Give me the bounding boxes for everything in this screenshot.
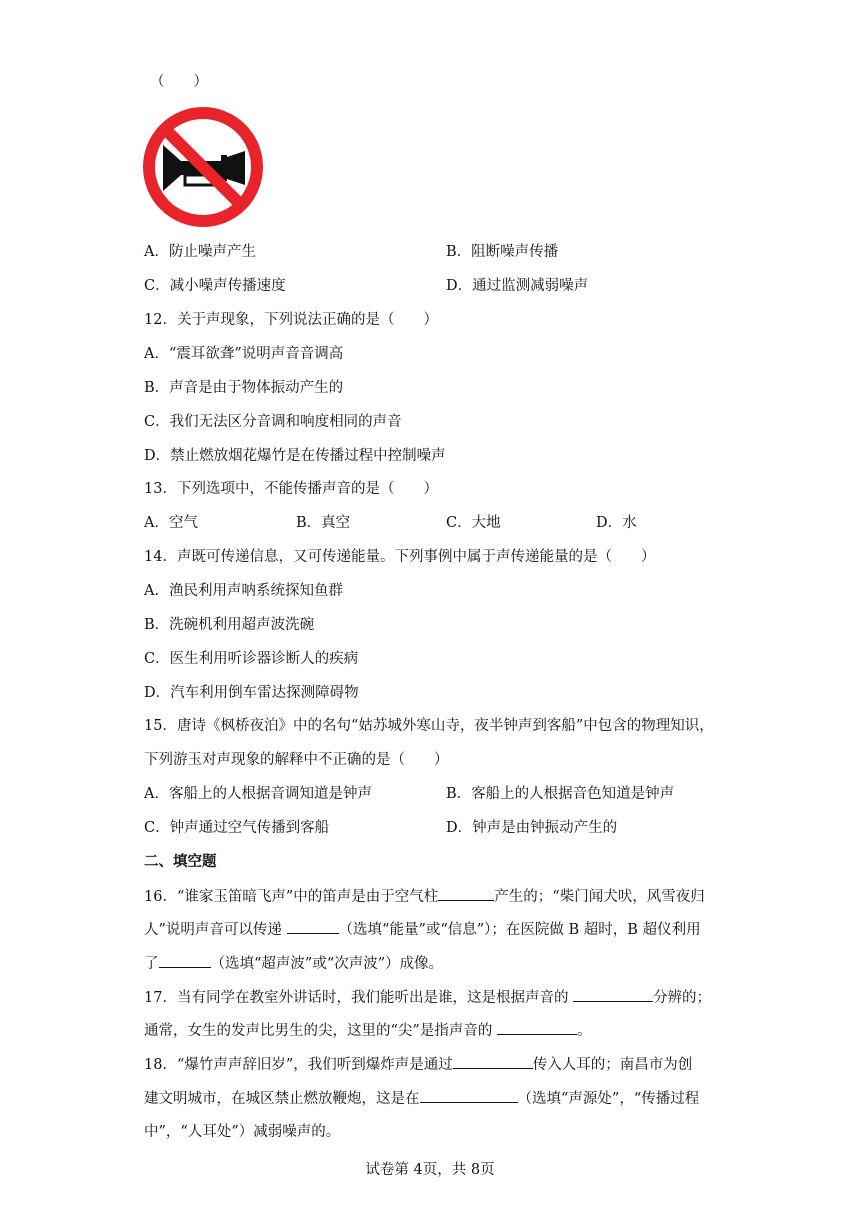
q16-text: （选填“能量”或“信息”）；在医院做 B 超时，B 超仪利用 bbox=[338, 922, 701, 938]
answer-blank[interactable] bbox=[420, 1088, 518, 1103]
q12-option-d: D．禁止燃放烟花爆竹是在传播过程中控制噪声 bbox=[144, 448, 446, 464]
q15-option-c: C．钟声通过空气传播到客船 bbox=[144, 820, 330, 836]
q11-option-a: A．防止噪声产生 bbox=[144, 244, 256, 260]
q15-stem-line1: 15．唐诗《枫桥夜泊》中的名句“姑苏城外寒山寺，夜半钟声到客船”中包含的物理知识， bbox=[144, 718, 714, 734]
q14-option-d: D．汽车利用倒车雷达探测障碍物 bbox=[144, 685, 359, 701]
q16-line1 bbox=[144, 886, 705, 907]
q15-stem-line2: 下列游玉对声现象的解释中不正确的是（ ） bbox=[144, 752, 449, 768]
q16-text: 人”说明声音可以传递 bbox=[144, 922, 287, 938]
answer-blank[interactable] bbox=[573, 987, 653, 1002]
q17-text: 17．当有同学在教室外讲话时，我们能听出是谁，这是根据声音的 bbox=[144, 990, 574, 1006]
q12-option-a: A．“震耳欲聋”说明声音音调高 bbox=[144, 346, 344, 362]
q17-text: 。 bbox=[576, 1023, 592, 1039]
q18-text: 传入人耳的；南昌市为创 bbox=[532, 1057, 693, 1073]
q18-line3: 中”，“人耳处”）减弱噪声的。 bbox=[144, 1124, 341, 1140]
q13-option-d: D．水 bbox=[596, 515, 637, 531]
q13-option-b: B．真空 bbox=[296, 515, 351, 531]
q16-text: 产生的；“柴门闻犬吠，风雪夜归 bbox=[494, 889, 705, 905]
q16-line2 bbox=[144, 919, 701, 940]
q16-text: （选填“超声波”或“次声波”）成像。 bbox=[210, 956, 444, 972]
answer-blank[interactable] bbox=[497, 1020, 577, 1035]
q12-stem: 12．关于声现象，下列说法正确的是（ ） bbox=[144, 312, 438, 328]
q14-option-c: C．医生利用听诊器诊断人的疾病 bbox=[144, 651, 359, 667]
q17-line2 bbox=[144, 1020, 591, 1041]
q13-option-a: A．空气 bbox=[144, 515, 198, 531]
q16-text: 16．“谁家玉笛暗飞声”中的笛声是由于空气柱 bbox=[144, 889, 439, 905]
answer-blank[interactable] bbox=[453, 1054, 533, 1069]
q15-option-a: A．客船上的人根据音调知道是钟声 bbox=[144, 786, 372, 802]
page-footer: 试卷第 4页，共 8页 bbox=[365, 1162, 495, 1178]
q17-text: 通常，女生的发声比男生的尖，这里的“尖”是指声音的 bbox=[144, 1023, 497, 1039]
q18-text: 建文明城市，在城区禁止燃放鞭炮，这是在 bbox=[144, 1091, 420, 1107]
q13-stem: 13．下列选项中，不能传播声音的是（ ） bbox=[144, 481, 438, 497]
q17-line1 bbox=[144, 987, 711, 1008]
q15-option-d: D．钟声是由钟振动产生的 bbox=[446, 820, 618, 836]
answer-blank[interactable] bbox=[159, 953, 211, 968]
q15-option-b: B．客船上的人根据音色知道是钟声 bbox=[446, 786, 675, 802]
q18-line1 bbox=[144, 1054, 692, 1075]
q13-option-c: C．大地 bbox=[446, 515, 501, 531]
q16-text: 了 bbox=[144, 956, 159, 972]
q16-line3 bbox=[144, 953, 443, 974]
answer-blank[interactable] bbox=[438, 886, 494, 901]
q11-option-d: D．通过监测减弱噪声 bbox=[446, 278, 589, 294]
q18-line2 bbox=[144, 1088, 699, 1109]
section-heading: 二、填空题 bbox=[144, 854, 217, 870]
q17-text: 分辨的； bbox=[653, 990, 712, 1006]
q14-option-a: A．渔民利用声呐系统探知鱼群 bbox=[144, 583, 343, 599]
question-bracket: （ ） bbox=[150, 74, 208, 90]
q18-text: （选填“声源处”，“传播过程 bbox=[517, 1091, 700, 1107]
q14-option-b: B．洗碗机利用超声波洗碗 bbox=[144, 617, 315, 633]
q14-stem: 14．声既可传递信息，又可传递能量。下列事例中属于声传递能量的是（ ） bbox=[144, 549, 656, 565]
q11-option-c: C．减小噪声传播速度 bbox=[144, 278, 286, 294]
q12-option-b: B．声音是由于物体振动产生的 bbox=[144, 380, 344, 396]
no-horn-sign-icon bbox=[141, 105, 265, 229]
q11-option-b: B．阻断噪声传播 bbox=[446, 244, 559, 260]
q12-option-c: C．我们无法区分音调和响度相同的声音 bbox=[144, 414, 402, 430]
answer-blank[interactable] bbox=[287, 919, 339, 934]
q18-text: 18．“爆竹声声辞旧岁”，我们听到爆炸声是通过 bbox=[144, 1057, 453, 1073]
